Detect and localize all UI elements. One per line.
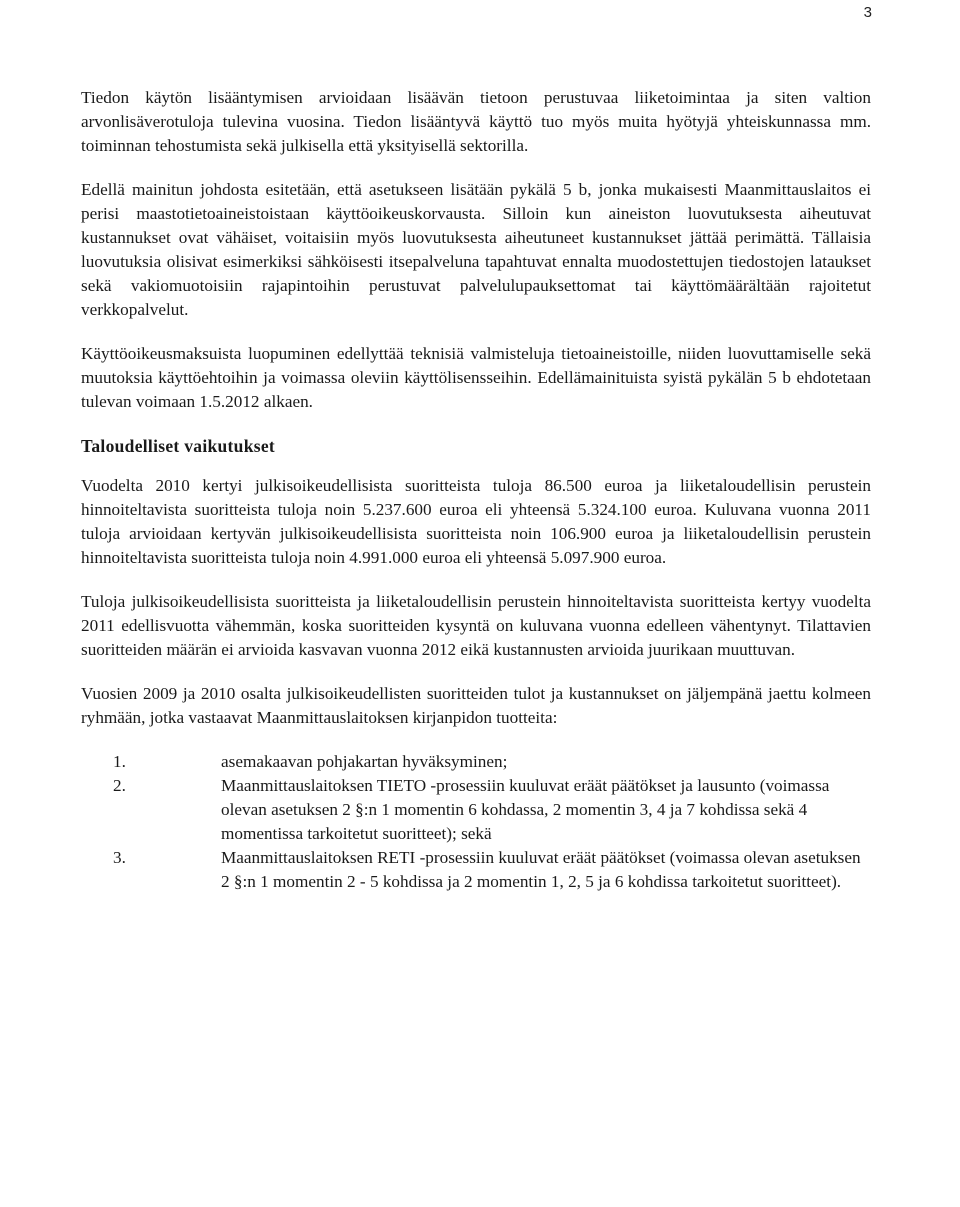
paragraph-data-usage: Tiedon käytön lisääntymisen arvioidaan lisäävän tietoon perustuvaa liiketoimintaa ja siten valtion arvonlisäverotuloja tulevina vuosina. Tiedon lisääntyvä käyttö tuo myös muita hyötyjä yhteiskunnassa mm. toiminnan tehostumista sekä julkisella että yksityisellä sektorilla. [81,88,871,155]
paragraph-groups-intro: Vuosien 2009 ja 2010 osalta julkisoikeudellisten suoritteiden tulot ja kustannukset on jäljempänä jaettu kolmeen ryhmään, jotka vastaavat Maanmittauslaitoksen kirjanpidon tuotteita: [81,684,871,727]
section-heading: Taloudelliset vaikutukset [81,436,276,456]
paragraph-proposal: Edellä mainitun johdosta esitetään, että asetukseen lisätään pykälä 5 b, jonka mukaisesti Maanmittauslaitos ei perisi maastotietoaineistoistaan käyttöoikeuskorvausta. Silloin kun aineiston luovutuksesta aiheutuvat kustannukset ovat vähäiset, voitaisiin myös luovutuksesta aiheutuneet kustannukset jättää perimättä. Tällaisia luovutuksia olisivat esimerkiksi sähköisesti itsepalveluna tapahtuvat ennalta muodostettujen tiedostojen lataukset sekä vakiomuotoisiin rajapintoihin perustuvat palvelulupauksettomat tai käyttömäärältään rajoitetut verkkopalvelut. [81,180,871,319]
list-item-number: 3. [113,848,126,867]
page-number: 3 [863,4,872,21]
paragraph-revenue-trend: Tuloja julkisoikeudellisista suoritteista ja liiketaloudellisin perustein hinnoiteltavista suoritteista kertyy vuodelta 2011 edellisvuotta vähemmän, koska suoritteiden kysyntä on kuluvana vuonna edelleen vähentynyt. Tilattavien suoritteiden määrän ei arvioida kasvavan vuonna 2012 eikä kustannusten arvioida juurikaan muuttuvan. [81,592,871,659]
list-item [81,774,871,846]
list-item [81,750,871,774]
paragraph-revenue-2010-2011: Vuodelta 2010 kertyi julkisoikeudellisista suoritteista tuloja 86.500 euroa ja liiketaloudellisin perustein hinnoiteltavista suoritteista tuloja noin 5.237.600 euroa eli yhteensä 5.324.100 euroa. Kuluvana vuonna 2011 tuloja arvioidaan kertyvän julkisoikeudellisista suoritteista noin 106.900 euroa ja liiketaloudellisin perustein hinnoiteltavista suoritteista tuloja noin 4.991.000 euroa eli yhteensä 5.097.900 euroa. [81,476,871,567]
list-item [81,846,871,894]
list-item-number: 1. [113,752,126,771]
product-group-list [81,750,871,894]
list-item-text: Maanmittauslaitoksen TIETO -prosessiin kuuluvat eräät päätökset ja lausunto (voimassa olevan asetuksen 2 §:n 1 momentin 6 kohdassa, 2 momentin 3, 4 ja 7 kohdissa sekä 4 momentissa tarkoitetut suoritteet); sekä [221,776,830,843]
list-item-text: Maanmittauslaitoksen RETI -prosessiin kuuluvat eräät päätökset (voimassa olevan asetuksen 2 §:n 1 momentin 2 - 5 kohdissa ja 2 momentin 1, 2, 5 ja 6 kohdissa tarkoitetut suoritteet). [221,848,861,891]
list-item-text: asemakaavan pohjakartan hyväksyminen; [221,752,508,771]
paragraph-license-fees: Käyttöoikeusmaksuista luopuminen edellyttää teknisiä valmisteluja tietoaineistoille, niiden luovuttamiselle sekä muutoksia käyttöehtoihin ja voimassa oleviin käyttölisensseihin. Edellämainituista syistä pykälän 5 b ehdotetaan tulevan voimaan 1.5.2012 alkaen. [81,344,871,411]
list-item-number: 2. [113,776,126,795]
document-body [81,86,871,894]
